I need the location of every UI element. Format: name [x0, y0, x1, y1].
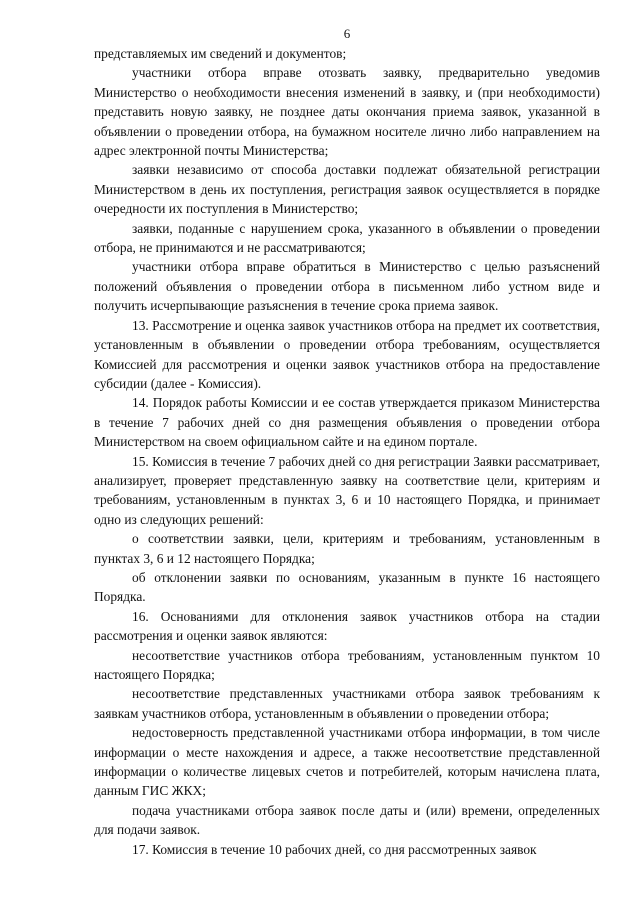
- paragraph-item-13: 13. Рассмотрение и оценка заявок участников отбора на предмет их соответствия, установленным в объявлении о проведении отбора требованиям, осуществляется Комиссией для рассмотрения и оценки заявок участников отбора на предоставление субсидии (далее - Комиссия).: [94, 317, 600, 391]
- page-number: 6: [343, 26, 351, 41]
- paragraph: недостоверность представленной участниками отбора информации, в том числе информации о месте нахождения и адресе, а также несоответствие представленной информации о количестве лицевых счетов и потребителей, которым начислена плата, данным ГИС ЖКХ;: [94, 725, 600, 799]
- paragraph: заявки, поданные с нарушением срока, указанного в объявлении о проведении отбора, не принимаются и не рассматриваются;: [94, 220, 600, 256]
- paragraph: заявки независимо от способа доставки подлежат обязательной регистрации Министерством в день их поступления, регистрация заявок осуществляется в порядке очередности их поступления в Министерство;: [94, 162, 600, 217]
- paragraph-item-17: 17. Комиссия в течение 10 рабочих дней, со дня рассмотренных заявок: [132, 841, 537, 857]
- document-body: [94, 44, 600, 859]
- paragraph-item-16: 16. Основаниями для отклонения заявок участников отбора на стадии рассмотрения и оценки заявок являются:: [94, 608, 600, 644]
- paragraph: подача участниками отбора заявок после даты и (или) времени, определенных для подачи заявок.: [94, 802, 600, 838]
- paragraph: участники отбора вправе отозвать заявку, предварительно уведомив Министерство о необходимости внесения изменений в заявку, и (при необходимости) представить новую заявку, не позднее даты окончания приема заявок, указанной в объявлении о проведении отбора, на бумажном носителе лично либо направлением на адрес электронной почты Министерства;: [94, 65, 600, 159]
- paragraph: об отклонении заявки по основаниям, указанным в пункте 16 настоящего Порядка.: [94, 569, 600, 605]
- paragraph: несоответствие участников отбора требованиям, установленным пунктом 10 настоящего Порядка;: [94, 647, 600, 682]
- paragraph: несоответствие представленных участниками отбора заявок требованиям к заявкам участников отбора, установленным в объявлении о проведении отбора;: [94, 686, 600, 721]
- paragraph: участники отбора вправе обратиться в Министерство с целью разъяснений положений объявления о проведении отбора в письменном либо устном виде и получить исчерпывающие разъяснения в течение срока приема заявок.: [94, 259, 600, 314]
- paragraph: о соответствии заявки, цели, критериям и требованиям, установленным в пунктах 3, 6 и 12 настоящего Порядка;: [94, 531, 600, 566]
- paragraph: представляемых им сведений и документов;: [94, 46, 347, 61]
- paragraph-item-15: 15. Комиссия в течение 7 рабочих дней со дня регистрации Заявки рассматривает, анализирует, проверяет представленную заявку на соответствие цели, критериям и требованиям, установленным в пунктах 3, 6 и 10 настоящего Порядка, и принимает одно из следующих решений:: [94, 453, 600, 527]
- paragraph-item-14: 14. Порядок работы Комиссии и ее состав утверждается приказом Министерства в течение 7 рабочих дней со дня размещения объявления о проведении отбора Министерством на своем официальном сайте и на едином портале.: [94, 395, 600, 450]
